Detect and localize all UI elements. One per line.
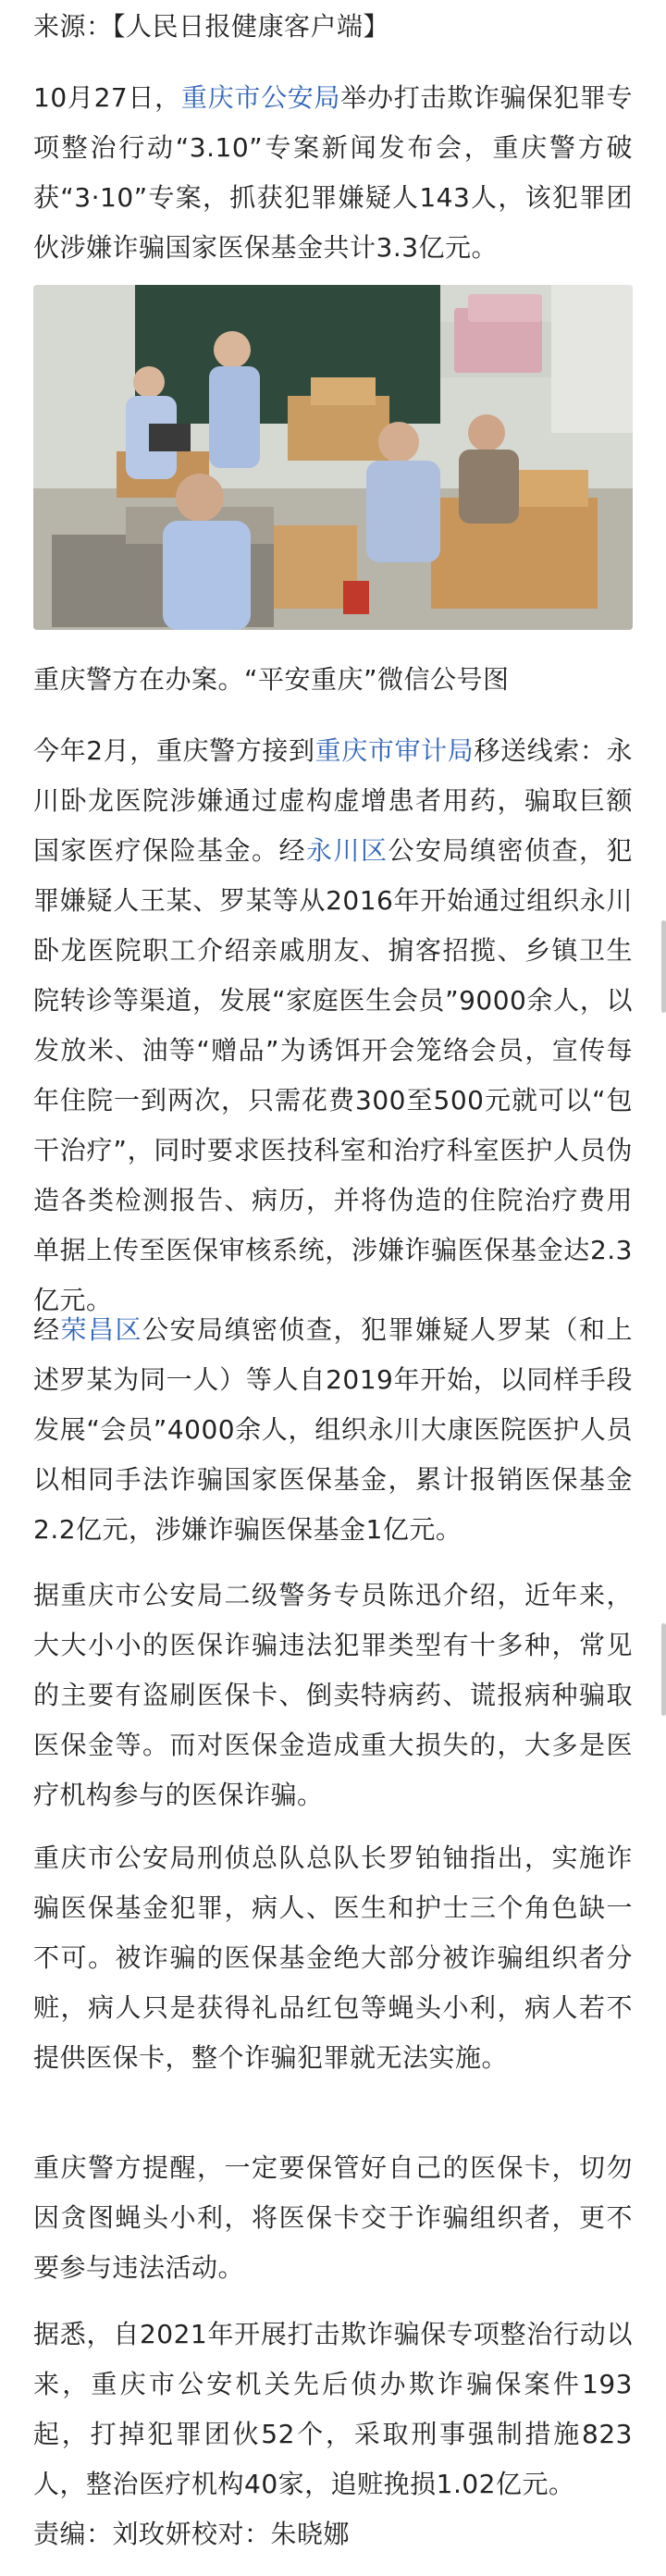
paragraph-2 bbox=[33, 726, 633, 1325]
p3-text-a: 经 bbox=[33, 1314, 61, 1345]
link-chongqing-audit-bureau[interactable]: 重庆市审计局 bbox=[314, 735, 475, 766]
paragraph-6: 重庆警方提醒，一定要保管好自己的医保卡，切勿因贪图蝇头小利，将医保卡交于诈骗组织者，更不要参与违法活动。 bbox=[33, 2152, 633, 2283]
link-yongchuan-district[interactable]: 永川区 bbox=[305, 835, 388, 866]
p2-text-c: 公安局缜密侦查，犯罪嫌疑人王某、罗某等从2016年开始通过组织永川卧龙医院职工介绍亲戚朋友、掮客招揽、乡镇卫生院转诊等渠道，发展“家庭医生会员”9000余人，以发放米、油等“赠品”为诱饵开会笼络会员，宣传每年住院一到两次，只需花费300至500元就可以“包干治疗”，同时要求医技科室和治疗科室医护人员伪造各类检测报告、病历，并将伪造的住院治疗费用单据上传至医保审核系统，涉嫌诈骗医保基金达2.3亿元。 bbox=[33, 835, 633, 1315]
photo-caption: 重庆警方在办案。“平安重庆”微信公号图 bbox=[33, 664, 510, 695]
photo-illustration bbox=[33, 285, 633, 630]
paragraph-5: 重庆市公安局刑侦总队总队长罗铂铀指出，实施诈骗医保基金犯罪，病人、医生和护士三个角色缺一不可。被诈骗的医保基金绝大部分被诈骗组织者分赃，病人只是获得礼品红包等蝇头小利，病人若不提供医保卡，整个诈骗犯罪就无法实施。 bbox=[33, 1843, 633, 2073]
paragraph-4: 据重庆市公安局二级警务专员陈迅介绍，近年来，大大小小的医保诈骗违法犯罪类型有十多种，常见的主要有盗刷医保卡、倒卖特病药、谎报病种骗取医保金等。而对医保金造成重大损失的，大多是医疗机构参与的医保诈骗。 bbox=[33, 1580, 633, 1810]
link-chongqing-public-security[interactable]: 重庆市公安局 bbox=[180, 82, 341, 113]
source-line: 来源：【人民日报健康客户端】 bbox=[33, 11, 390, 42]
editor-line: 责编：刘玫妍校对：朱晓娜 bbox=[33, 2519, 351, 2549]
paragraph-1 bbox=[33, 73, 633, 273]
p1-text-b: 举办打击欺诈骗保犯罪专项整治行动“3.10”专案新闻发布会，重庆警方破获“3·10”专案，抓获犯罪嫌疑人143人，该犯罪团伙涉嫌诈骗国家医保基金共计3.3亿元。 bbox=[33, 82, 633, 263]
article-photo-police-office[interactable] bbox=[33, 285, 633, 630]
p1-text-a: 10月27日， bbox=[33, 82, 181, 113]
link-rongchang-district[interactable]: 荣昌区 bbox=[60, 1314, 142, 1345]
scrollbar-thumb[interactable] bbox=[661, 920, 666, 1013]
paragraph-7: 据悉，自2021年开展打击欺诈骗保专项整治行动以来，重庆市公安机关先后侦办欺诈骗保案件193起，打掉犯罪团伙52个，采取刑事强制措施823人，整治医疗机构40家，追赃挽损1.02亿元。 bbox=[33, 2319, 633, 2499]
p3-text-b: 公安局缜密侦查，犯罪嫌疑人罗某（和上述罗某为同一人）等人自2019年开始，以同样手段发展“会员”4000余人，组织永川大康医院医护人员以相同手法诈骗国家医保基金，累计报销医保基金2.2亿元，涉嫌诈骗医保基金1亿元。 bbox=[33, 1314, 633, 1545]
paragraph-3 bbox=[33, 1305, 633, 1555]
p2-text-a: 今年2月，重庆警方接到 bbox=[33, 735, 315, 766]
scrollbar-thumb-secondary[interactable] bbox=[661, 1623, 666, 1716]
p2-text-b: 移送线索：永川卧龙医院涉嫌通过虚构虚增患者用药，骗取巨额国家医疗保险基金。经 bbox=[33, 735, 633, 866]
